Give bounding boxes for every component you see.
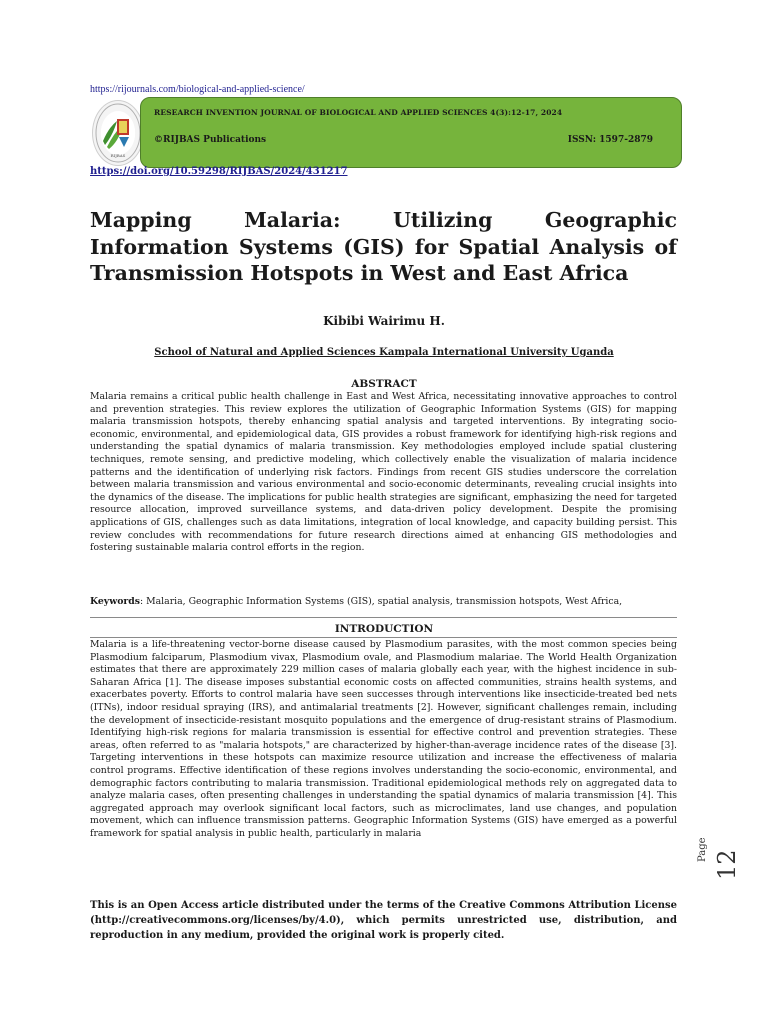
doi-link[interactable]: https://doi.org/10.59298/RIJBAS/2024/431217 <box>90 166 348 177</box>
section-divider-top <box>90 617 677 618</box>
journal-banner <box>140 97 682 168</box>
publisher-label: ©RIJBAS Publications <box>154 135 267 145</box>
journal-citation: RESEARCH INVENTION JOURNAL OF BIOLOGICAL AND APPLIED SCIENCES 4(3):12-17, 2024 <box>154 108 563 117</box>
abstract-heading: ABSTRACT <box>351 378 417 390</box>
source-url[interactable]: https://rijournals.com/biological-and-applied-science/ <box>90 84 305 95</box>
svg-text:RIJBAS: RIJBAS <box>110 153 126 158</box>
journal-logo <box>92 100 144 166</box>
keywords-label: Keywords <box>90 596 141 607</box>
author-name: Kibibi Wairimu H. <box>323 314 445 328</box>
page-indicator <box>697 820 755 880</box>
introduction-text: Malaria is a life-threatening vector-borne disease caused by Plasmodium parasites, with the most common species being Plasmodium falciparum, Plasmodium vivax, Plasmodium ovale, and Plasmodium malariae. The World Health Organization estimates that there are approximately 229 million cases of malaria globally each year, with the highest incidence in sub-Saharan Africa [1]. The disease imposes substantial economic costs on affected communities, strains health systems, and exacerbates poverty. Efforts to control malaria have seen successes through interventions like insecticide-treated bed nets (ITNs), indoor residual spraying (IRS), and antimalarial treatments [2]. However, significant challenges remain, including the development of insecticide-resistant mosquito populations and the emergence of drug-resistant strains of Plasmodium. Identifying high-risk regions for malaria transmission is essential for effective control and prevention strategies. These areas, often referred to as "malaria hotspots," are characterized by higher-than-average incidence rates of the disease [3]. Targeting interventions in these hotspots can maximize resource utilization and increase the effectiveness of malaria control programs. Effective identification of these regions involves understanding the socio-economic, environmental, and demographic factors contributing to malaria transmission. Traditional epidemiological methods rely on aggregated data to analyze malaria cases, often presenting challenges in understanding the spatial dynamics of malaria transmission [4]. This aggregated approach may overlook significant local factors, such as microclimates, land use changes, and population movement, which can influence transmission patterns. Geographic Information Systems (GIS) have emerged as a powerful framework for spatial analysis in public health, particularly in malaria <box>90 639 677 839</box>
section-divider-bottom <box>90 637 677 638</box>
license-notice: This is an Open Access article distributed under the terms of the Creative Commons Attribution License (http://creativecommons.org/licenses/by/4.0), which permits unrestricted use, distribution, and reproduction in any medium, provided the original work is properly cited. <box>90 900 677 941</box>
introduction-heading: INTRODUCTION <box>334 623 434 635</box>
issn-label: ISSN: 1597-2879 <box>567 135 653 145</box>
page-word: Page <box>697 837 708 862</box>
abstract-text: Malaria remains a critical public health challenge in East and West Africa, necessitating innovative approaches to control and prevention strategies. This review explores the utilization of Geographic Information Systems (GIS) for mapping malaria transmission hotspots, thereby enhancing spatial analysis and targeted interventions. By integrating socio-economic, environmental, and epidemiological data, GIS provides a robust framework for identifying high-risk regions and understanding the spatial dynamics of malaria transmission. Key methodologies employed include spatial clustering techniques, remote sensing, and predictive modeling, which collectively enable the visualization of malaria incidence patterns and the identification of underlying risk factors. Findings from recent GIS studies underscore the correlation between malaria transmission and various environmental and socio-economic determinants, revealing crucial insights into the dynamics of the disease. The implications for public health strategies are significant, emphasizing the need for targeted resource allocation, improved surveillance systems, and data-driven policy development. Despite the promising applications of GIS, challenges such as data limitations, integration of local knowledge, and capacity building persist. This review concludes with recommendations for future research directions aimed at enhancing GIS methodologies and fostering sustainable malaria control efforts in the region. <box>90 391 677 554</box>
keywords-line <box>90 596 690 609</box>
author-affiliation: School of Natural and Applied Sciences Kampala International University Uganda <box>154 347 614 358</box>
keywords-list: : Malaria, Geographic Information Systems (GIS), spatial analysis, transmission hotspots, West Africa, <box>140 596 623 607</box>
article-title: Mapping Malaria: Utilizing Geographic Information Systems (GIS) for Spatial Analysis of Transmission Hotspots in West and East Africa <box>90 208 677 285</box>
page-number: 12 <box>713 849 741 880</box>
